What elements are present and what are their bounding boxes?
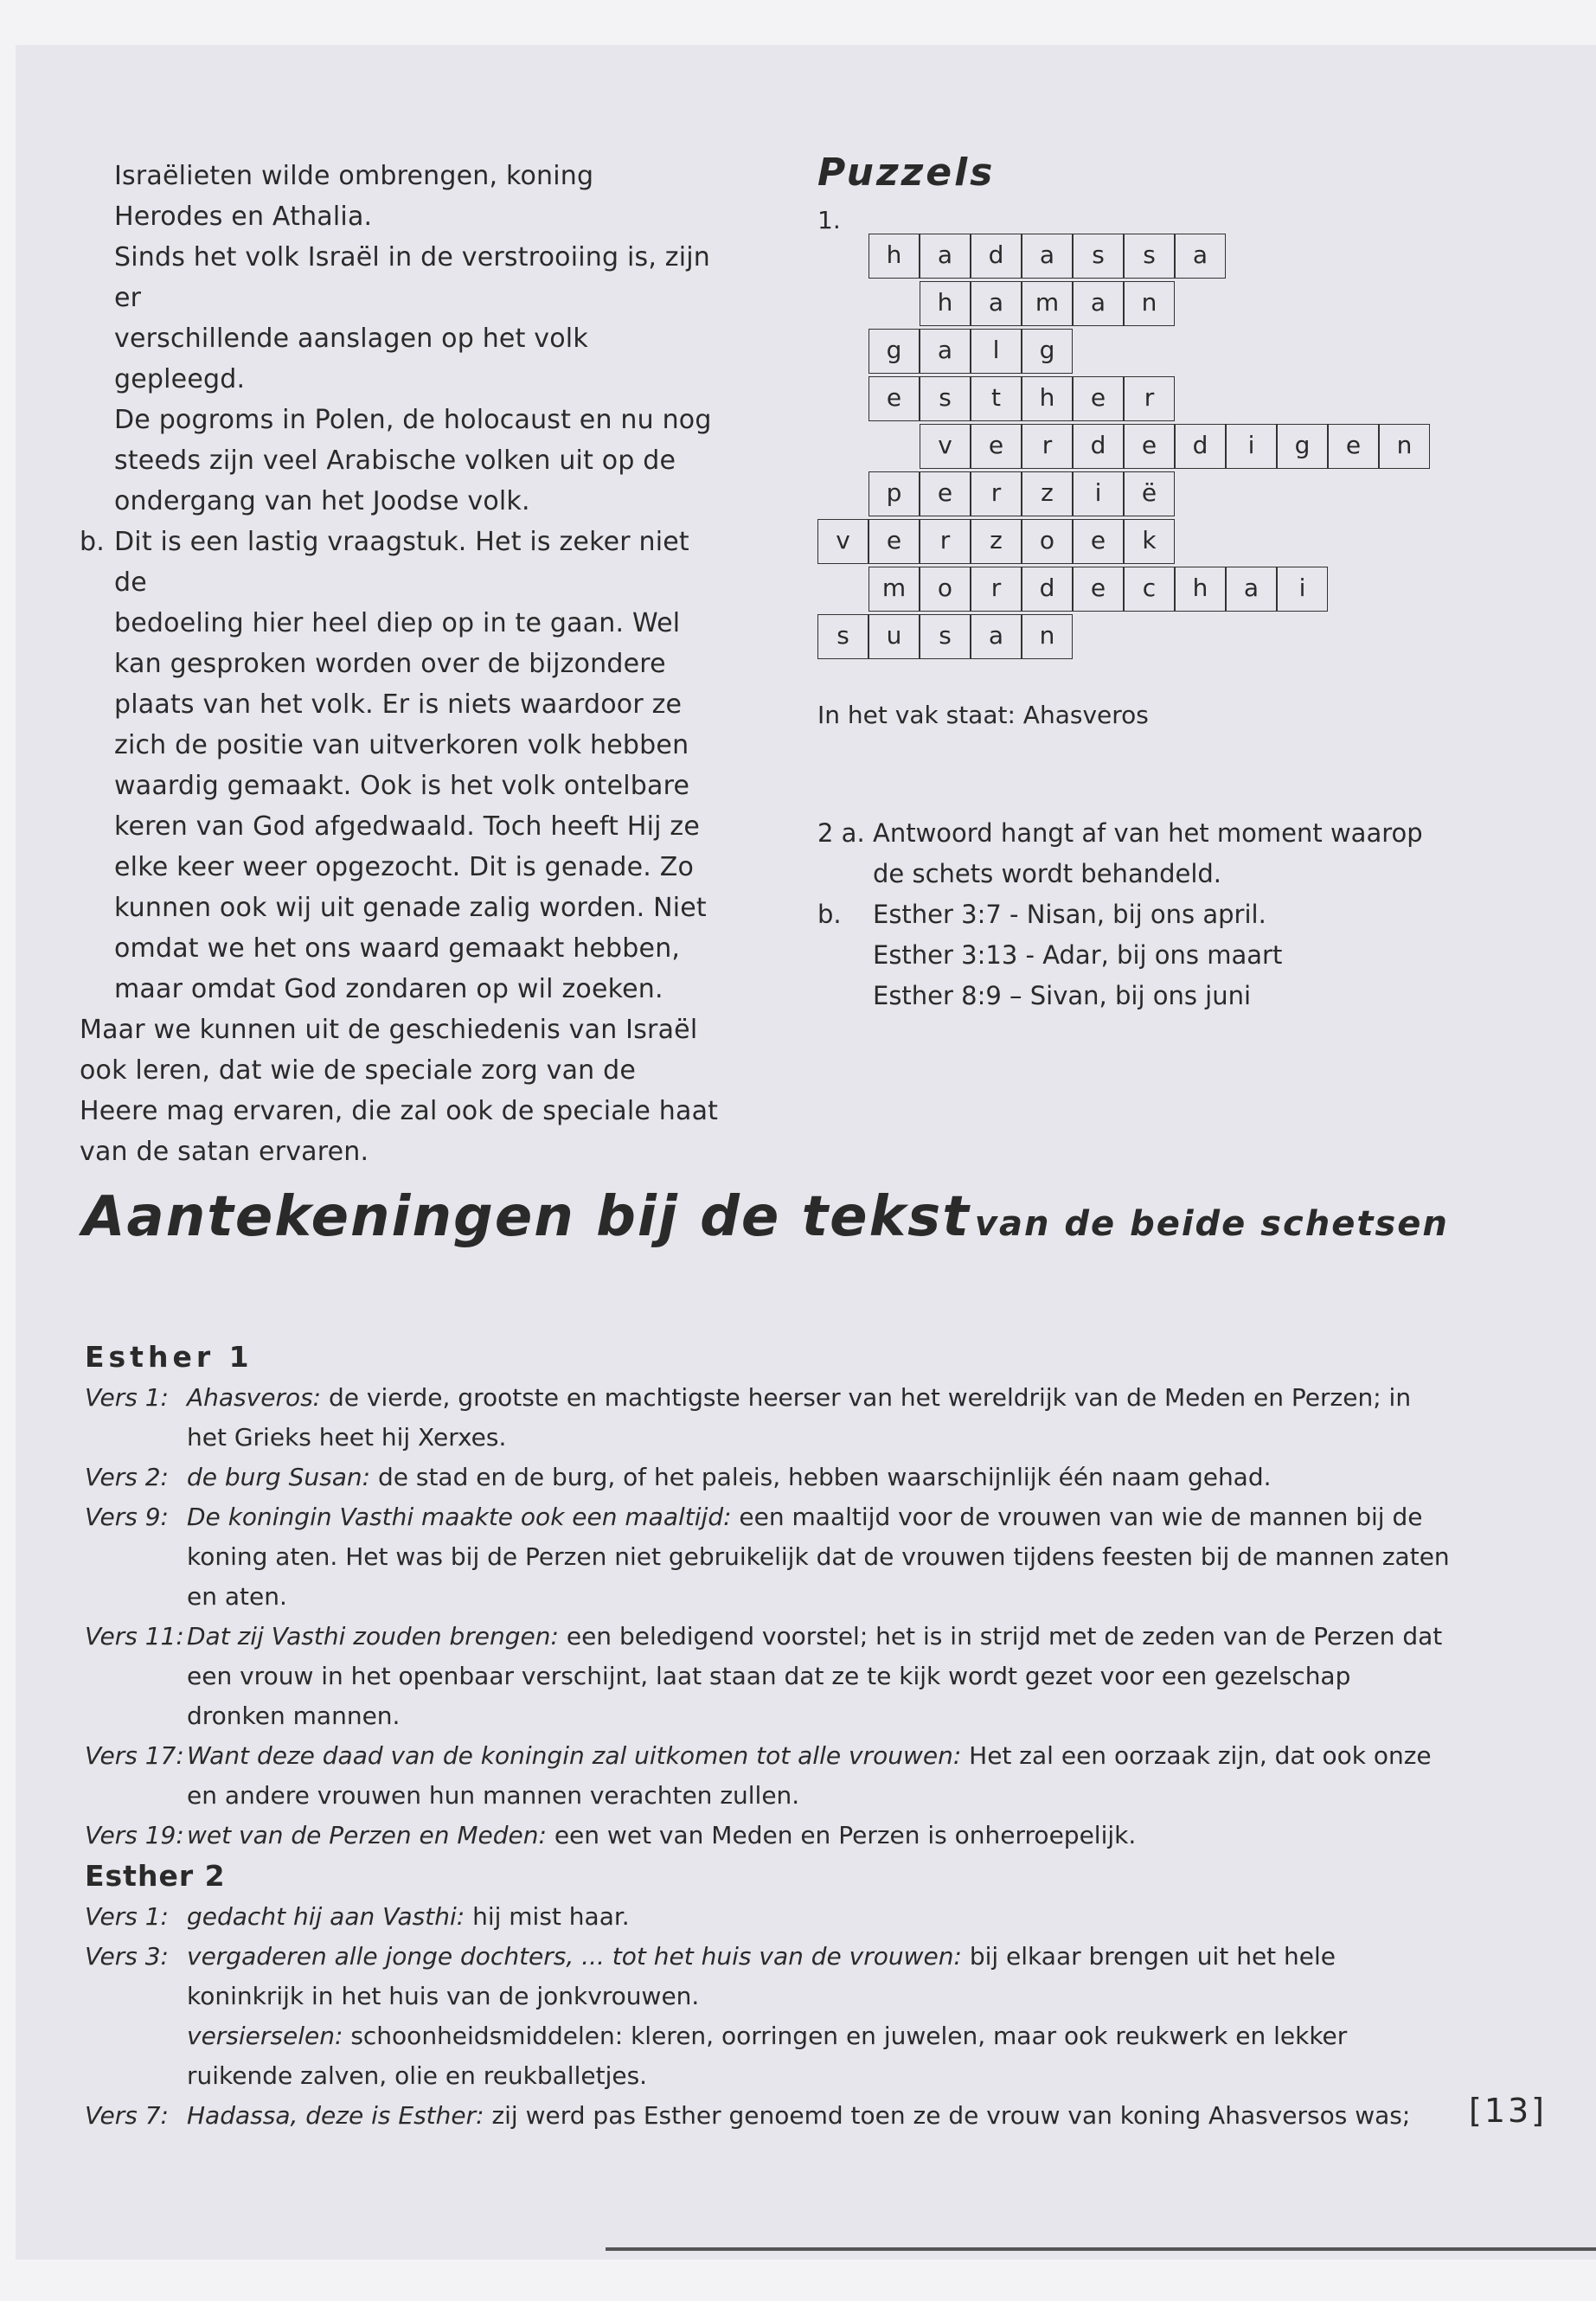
- crossword-cell: s: [817, 614, 869, 659]
- crossword-cell: a: [1226, 567, 1277, 612]
- verse-label: Vers 17:: [85, 1741, 184, 1770]
- crossword-cell: e: [869, 519, 920, 564]
- verse-label: Vers 19:: [85, 1821, 184, 1849]
- crossword-cell: c: [1124, 567, 1175, 612]
- note-text: [187, 2016, 1452, 2096]
- crossword-cell: g: [1022, 329, 1073, 374]
- esther1-heading: Esther 1: [85, 1340, 253, 1374]
- note-term: gedacht hij aan Vasthi:: [187, 1902, 465, 1931]
- text-line: kan gesproken worden over de bijzondere: [114, 649, 666, 679]
- note-body: de vierde, grootste en machtigste heerser van het wereldrijk van de Meden en Perzen; in het Grieks heet hij Xerxes.: [187, 1383, 1412, 1452]
- crossword-cell: i: [1226, 424, 1277, 469]
- answer-2a-lines: [873, 813, 1423, 894]
- answer-2a: [817, 813, 1475, 894]
- crossword-cell: m: [869, 567, 920, 612]
- verse-label: Vers 2:: [85, 1463, 169, 1491]
- text-line: steeds zijn veel Arabische volken uit op de: [114, 445, 676, 476]
- section-heading: [82, 1185, 1449, 1249]
- puzzels-title: Puzzels: [817, 151, 996, 195]
- note-term: Dat zij Vasthi zouden brengen:: [187, 1622, 559, 1650]
- crossword-cell: o: [920, 567, 971, 612]
- crossword-cell: r: [920, 519, 971, 564]
- text-line: Israëlieten wilde ombrengen, koning: [114, 161, 594, 191]
- crossword-cell: e: [1124, 424, 1175, 469]
- text-line: keren van God afgedwaald. Toch heeft Hij ze: [114, 811, 701, 842]
- text-line: De pogroms in Polen, de holocaust en nu nog: [114, 405, 712, 435]
- crossword-cell: s: [920, 376, 971, 421]
- text-line: omdat we het ons waard gemaakt hebben,: [114, 933, 681, 964]
- crossword-cell: u: [869, 614, 920, 659]
- text-line: Antwoord hangt af van het moment waarop: [873, 818, 1423, 848]
- crossword-cell: m: [1022, 281, 1073, 326]
- crossword-cell: r: [971, 471, 1022, 516]
- crossword-cell: s: [1073, 234, 1124, 279]
- note-entry: [85, 1937, 1452, 2016]
- note-term: de burg Susan:: [187, 1463, 371, 1491]
- crossword-cell: i: [1277, 567, 1328, 612]
- crossword-cell: k: [1124, 519, 1175, 564]
- answer-b-item: [80, 522, 720, 1009]
- crossword-cell: p: [869, 471, 920, 516]
- answer-2b-lines: [873, 894, 1282, 1016]
- verse-label: Vers 11:: [85, 1622, 184, 1650]
- esther1-entries: [85, 1378, 1452, 1856]
- page-number: [13]: [1469, 2092, 1548, 2130]
- text-line: elke keer weer opgezocht. Dit is genade. Zo: [114, 852, 695, 882]
- note-term: Ahasveros:: [187, 1383, 322, 1412]
- bottom-rule: [606, 2247, 1596, 2251]
- crossword-cell: h: [869, 234, 920, 279]
- crossword-cell: e: [869, 376, 920, 421]
- crossword-cell: v: [817, 519, 869, 564]
- crossword-cell: i: [1073, 471, 1124, 516]
- note-body: een beledigend voorstel; het is in strijd met de zeden van de Perzen dat een vrouw in het openbaar verschijnt, laat staan dat ze te kijk wordt gezet voor een gezelschap dronken mannen.: [187, 1622, 1443, 1730]
- text-line: Herodes en Athalia.: [114, 202, 373, 232]
- crossword-cell: h: [920, 281, 971, 326]
- crossword-grid: [817, 147, 1492, 701]
- text-line: Maar we kunnen uit de geschiedenis van Israël: [80, 1015, 698, 1045]
- text-line: verschillende aanslagen op het volk gepleegd.: [114, 324, 588, 394]
- note-entry: [85, 1617, 1452, 1736]
- crossword-cell: l: [971, 329, 1022, 374]
- note-body: bij elkaar brengen uit het hele koninkrijk in het huis van de jonkvrouwen.: [187, 1942, 1336, 2010]
- note-text: [187, 1897, 1452, 1937]
- text-line: de schets wordt behandeld.: [873, 859, 1222, 888]
- note-text: [187, 1458, 1452, 1497]
- note-text: [187, 1937, 1452, 2016]
- note-text: [187, 1617, 1452, 1736]
- crossword-cell: d: [1022, 567, 1073, 612]
- text-line: Esther 3:7 - Nisan, bij ons april.: [873, 900, 1266, 929]
- text-line: Esther 8:9 – Sivan, bij ons juni: [873, 981, 1252, 1010]
- note-body: een wet van Meden en Perzen is onherroepelijk.: [546, 1821, 1137, 1849]
- text-line: ondergang van het Joodse volk.: [114, 486, 530, 516]
- note-body: een maaltijd voor de vrouwen van wie de mannen bij de koning aten. Het was bij de Perzen niet gebruikelijk dat de vrouwen tijdens feesten bij de mannen zaten en aten.: [187, 1503, 1450, 1611]
- answer-b-lines: [114, 522, 720, 1009]
- vak-note: In het vak staat: Ahasveros: [817, 701, 1149, 729]
- section-heading-main: Aantekeningen bij de tekst: [82, 1185, 971, 1249]
- note-entry: [85, 2016, 1452, 2096]
- puzzle-answers: [817, 813, 1475, 1016]
- text-line: Sinds het volk Israël in de verstrooiing is, zijn er: [114, 242, 711, 313]
- note-term: wet van de Perzen en Meden:: [187, 1821, 547, 1849]
- crossword-cell: z: [1022, 471, 1073, 516]
- text-line: bedoeling hier heel diep op in te gaan. Wel: [114, 608, 681, 638]
- crossword-cell: a: [1022, 234, 1073, 279]
- crossword-cell: a: [1073, 281, 1124, 326]
- verse-label: [85, 2016, 187, 2096]
- note-body: zij werd pas Esther genoemd toen ze de vrouw van koning Ahasversos was;: [484, 2101, 1411, 2130]
- answer-2a-label: 2 a.: [817, 818, 865, 848]
- crossword-cell: e: [1328, 424, 1379, 469]
- text-line: Esther 3:13 - Adar, bij ons maart: [873, 940, 1283, 970]
- answer-2b: [817, 894, 1475, 1016]
- note-text: [187, 1816, 1452, 1856]
- crossword-cell: r: [1124, 376, 1175, 421]
- note-entry: [85, 1897, 1452, 1937]
- crossword-cell: s: [1124, 234, 1175, 279]
- esther2-heading: Esther 2: [85, 1859, 226, 1893]
- note-entry: [85, 2096, 1452, 2136]
- crossword-cell: a: [971, 281, 1022, 326]
- verse-label: Vers 9:: [85, 1503, 169, 1531]
- text-line: kunnen ook wij uit genade zalig worden. Niet: [114, 893, 707, 923]
- note-term: De koningin Vasthi maakte ook een maaltijd:: [187, 1503, 732, 1531]
- crossword-cell: e: [1073, 519, 1124, 564]
- note-text: [187, 2096, 1452, 2136]
- crossword-cell: a: [920, 329, 971, 374]
- crossword-cell: e: [971, 424, 1022, 469]
- closing-lines: [80, 1009, 720, 1172]
- crossword-cell: e: [920, 471, 971, 516]
- crossword-cell: g: [869, 329, 920, 374]
- crossword-cell: h: [1022, 376, 1073, 421]
- verse-label: Vers 1:: [85, 1383, 169, 1412]
- verse-label: Vers 3:: [85, 1942, 169, 1971]
- crossword-cell: a: [971, 614, 1022, 659]
- left-column: [80, 156, 720, 1172]
- crossword-cell: r: [971, 567, 1022, 612]
- notes: [85, 1336, 1452, 2136]
- crossword-cell: o: [1022, 519, 1073, 564]
- crossword-cell: d: [971, 234, 1022, 279]
- crossword-cell: s: [920, 614, 971, 659]
- crossword-cell: h: [1175, 567, 1226, 612]
- crossword-cell: g: [1277, 424, 1328, 469]
- crossword-cell: d: [1073, 424, 1124, 469]
- note-term: versierselen:: [187, 2022, 343, 2050]
- verse-label: Vers 7:: [85, 2101, 169, 2130]
- crossword-cell: v: [920, 424, 971, 469]
- crossword-cell: n: [1379, 424, 1430, 469]
- text-line: maar omdat God zondaren op wil zoeken.: [114, 974, 663, 1004]
- crossword-cell: a: [920, 234, 971, 279]
- text-line: zich de positie van uitverkoren volk hebben: [114, 730, 689, 760]
- answer-b-label: b.: [80, 527, 105, 557]
- esther2-entries: [85, 1897, 1452, 2136]
- intro-lines: [80, 156, 720, 522]
- text-line: ook leren, dat wie de speciale zorg van de: [80, 1055, 636, 1086]
- note-term: Hadassa, deze is Esther:: [187, 2101, 484, 2130]
- text-line: Dit is een lastig vraagstuk. Het is zeker niet de: [114, 527, 689, 598]
- note-text: [187, 1497, 1452, 1617]
- note-body: schoonheidsmiddelen: kleren, oorringen en juwelen, maar ook reukwerk en lekker ruikende zalven, olie en reukballetjes.: [187, 2022, 1348, 2090]
- section-heading-sub: van de beide schetsen: [974, 1204, 1449, 1244]
- note-body: hij mist haar.: [465, 1902, 630, 1931]
- crossword-cell: ë: [1124, 471, 1175, 516]
- answer-2b-label: b.: [817, 900, 842, 929]
- crossword-cell: a: [1175, 234, 1226, 279]
- puzzle-number: 1.: [817, 206, 841, 234]
- text-line: van de satan ervaren.: [80, 1137, 369, 1167]
- note-body: de stad en de burg, of het paleis, hebben waarschijnlijk één naam gehad.: [370, 1463, 1272, 1491]
- crossword-cell: n: [1022, 614, 1073, 659]
- crossword-cell: e: [1073, 376, 1124, 421]
- crossword-cell: d: [1175, 424, 1226, 469]
- note-term: vergaderen alle jonge dochters, ... tot het huis van de vrouwen:: [187, 1942, 962, 1971]
- note-entry: [85, 1378, 1452, 1458]
- note-text: [187, 1736, 1452, 1816]
- note-text: [187, 1378, 1452, 1458]
- note-body: Het zal een oorzaak zijn, dat ook onze en andere vrouwen hun mannen verachten zullen.: [187, 1741, 1432, 1810]
- text-line: plaats van het volk. Er is niets waardoor ze: [114, 689, 683, 720]
- crossword-cell: z: [971, 519, 1022, 564]
- crossword-cell: t: [971, 376, 1022, 421]
- verse-label: Vers 1:: [85, 1902, 169, 1931]
- note-entry: [85, 1816, 1452, 1856]
- text-line: waardig gemaakt. Ook is het volk ontelbare: [114, 771, 690, 801]
- text-line: Heere mag ervaren, die zal ook de speciale haat: [80, 1096, 719, 1126]
- crossword-cell: e: [1073, 567, 1124, 612]
- note-entry: [85, 1736, 1452, 1816]
- puzzle-section: [817, 147, 1475, 1010]
- crossword-cell: r: [1022, 424, 1073, 469]
- crossword-cell: n: [1124, 281, 1175, 326]
- note-term: Want deze daad van de koningin zal uitkomen tot alle vrouwen:: [187, 1741, 962, 1770]
- note-entry: [85, 1497, 1452, 1617]
- note-entry: [85, 1458, 1452, 1497]
